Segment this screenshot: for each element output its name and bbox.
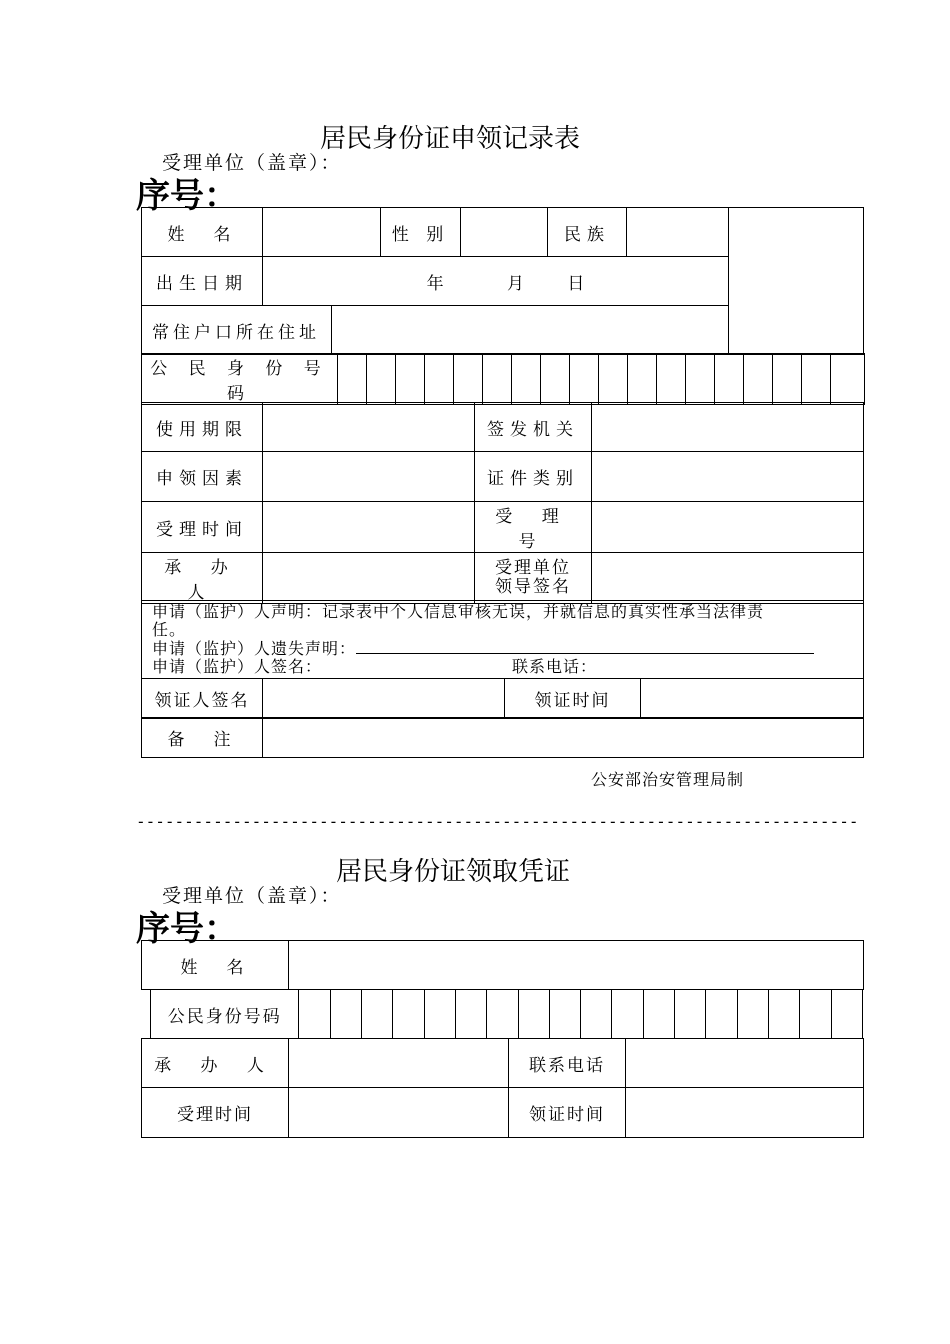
id-digit-box[interactable] [773, 354, 802, 405]
reason-label: 申领因素 [142, 452, 263, 502]
cut-line: --------------------------------------------------------------------------- [136, 812, 859, 831]
form2-handler-label: 承 办 人 [142, 1039, 289, 1088]
id-digit-box[interactable] [715, 354, 744, 405]
id-digit-box[interactable] [541, 354, 570, 405]
handler-label: 承 办 人 [142, 553, 263, 604]
form2-title: 居民身份证领取凭证 [336, 857, 571, 887]
loss-statement-label: 申请（监护）人遗失声明： [152, 639, 357, 658]
form2-receive-time-label: 领证时间 [509, 1088, 626, 1138]
form1-seq-label: 序号： [136, 176, 238, 216]
accept-no-field[interactable] [592, 502, 864, 553]
id-digit-box[interactable] [744, 354, 773, 405]
id-digit-box[interactable] [367, 354, 396, 405]
id-digit-box[interactable] [686, 354, 715, 405]
accept-no-label: 受 理 号 [475, 502, 592, 553]
leader-sign-label [475, 553, 592, 604]
form2-id-digit-box[interactable] [424, 990, 455, 1039]
applicant-sign-label: 申请（监护）人签名： [152, 657, 323, 676]
birth-label: 出生日期 [142, 257, 263, 306]
form1-footer: 公安部治安管理局制 [591, 770, 745, 789]
receiver-sign-label: 领证人签名 [142, 679, 263, 719]
gender-field[interactable] [461, 208, 548, 257]
form2-id-digit-box[interactable] [299, 990, 330, 1039]
form2-id-digit-box[interactable] [330, 990, 361, 1039]
receiver-sign-field[interactable] [263, 679, 505, 719]
form2-handler-field[interactable] [289, 1039, 509, 1088]
receive-time-label: 领证时间 [505, 679, 641, 719]
form2-id-digit-box[interactable] [675, 990, 706, 1039]
ethnicity-label: 民族 [548, 208, 627, 257]
photo-box [729, 208, 864, 355]
form2-phone-field[interactable] [626, 1039, 864, 1088]
id-digit-box[interactable] [396, 354, 425, 405]
address-field[interactable] [332, 306, 729, 355]
form2-id-digit-box[interactable] [737, 990, 768, 1039]
birth-month-label: 月 [507, 273, 524, 294]
form2-id-digit-box[interactable] [362, 990, 393, 1039]
leader-sign-line1: 受理单位 [495, 558, 571, 578]
form2-unit-label: 受理单位（盖章）： [162, 885, 342, 907]
cert-type-label: 证件类别 [475, 452, 592, 502]
leader-sign-line2: 领导签名 [495, 577, 571, 597]
form2-phone-label: 联系电话 [509, 1039, 626, 1088]
id-digit-box[interactable] [628, 354, 657, 405]
form2-name-field[interactable] [289, 941, 864, 990]
statement-line2: 任。 [152, 620, 187, 639]
accept-time-label: 受理时间 [142, 502, 263, 553]
form2-accept-time-field[interactable] [289, 1088, 509, 1138]
id-digit-box[interactable] [338, 354, 367, 405]
form2-seq-label: 序号： [136, 909, 238, 949]
form2-id-digit-box[interactable] [706, 990, 737, 1039]
form1-receiver-table [141, 678, 864, 719]
form2-id-label: 公民身份号码 [151, 990, 299, 1039]
id-digit-box[interactable] [831, 354, 865, 405]
form2-id-digit-box[interactable] [393, 990, 424, 1039]
name-field[interactable] [263, 208, 381, 257]
form2-id-digit-box[interactable] [518, 990, 549, 1039]
id-label: 公 民 身 份 号 码 [142, 354, 338, 405]
validity-label: 使用期限 [142, 403, 263, 452]
form2-detail-table [141, 1038, 864, 1138]
form2-id-digit-box[interactable] [800, 990, 831, 1039]
accept-time-field[interactable] [263, 502, 475, 553]
validity-field[interactable] [263, 403, 475, 452]
form2-id-digit-box[interactable] [643, 990, 674, 1039]
remark-field[interactable] [263, 718, 864, 758]
remark-label: 备 注 [142, 718, 263, 758]
id-digit-box[interactable] [425, 354, 454, 405]
form2-id-digit-box[interactable] [612, 990, 643, 1039]
address-label: 常住户口所在住址 [142, 306, 332, 355]
receive-time-field[interactable] [641, 679, 864, 719]
form1-id-table [141, 353, 865, 405]
form2-receive-time-field[interactable] [626, 1088, 864, 1138]
statement-line1: 申请（监护）人声明：记录表中个人信息审核无误，并就信息的真实性承当法律责 [152, 602, 765, 621]
form2-id-digit-box[interactable] [487, 990, 518, 1039]
ethnicity-field[interactable] [627, 208, 729, 257]
form2-id-table [150, 989, 863, 1039]
form1-title: 居民身份证申领记录表 [320, 124, 581, 154]
form2-id-digit-box[interactable] [768, 990, 799, 1039]
form2-name-label: 姓 名 [142, 941, 289, 990]
id-digit-box[interactable] [802, 354, 831, 405]
form2-name-table [141, 940, 864, 990]
leader-sign-field[interactable] [592, 553, 864, 604]
id-digit-box[interactable] [483, 354, 512, 405]
loss-statement-field[interactable] [356, 639, 814, 654]
form1-statement-table [141, 600, 864, 679]
issuer-field[interactable] [592, 403, 864, 452]
id-digit-box[interactable] [454, 354, 483, 405]
name-label: 姓 名 [142, 208, 263, 257]
gender-label: 性 别 [381, 208, 461, 257]
issuer-label: 签发机关 [475, 403, 592, 452]
statement-block [142, 601, 864, 679]
form1-detail-table [141, 402, 864, 604]
form1-remark-table [141, 717, 864, 758]
form2-accept-time-label: 受理时间 [142, 1088, 289, 1138]
form2-id-digit-box[interactable] [455, 990, 486, 1039]
reason-field[interactable] [263, 452, 475, 502]
applicant-phone-label: 联系电话： [512, 657, 598, 676]
form2-id-digit-box[interactable] [581, 990, 612, 1039]
id-digit-box[interactable] [570, 354, 599, 405]
birth-day-label: 日 [567, 273, 585, 294]
form2-id-digit-box[interactable] [831, 990, 863, 1039]
birth-year-label: 年 [426, 273, 444, 294]
cert-type-field[interactable] [592, 452, 864, 502]
birth-field[interactable] [263, 257, 729, 306]
id-digit-box[interactable] [657, 354, 686, 405]
id-digit-box[interactable] [512, 354, 541, 405]
form2-id-digit-box[interactable] [549, 990, 580, 1039]
form1-unit-label: 受理单位（盖章）： [162, 152, 342, 174]
form1-basic-table [141, 207, 864, 355]
handler-field[interactable] [263, 553, 475, 604]
id-digit-box[interactable] [599, 354, 628, 405]
